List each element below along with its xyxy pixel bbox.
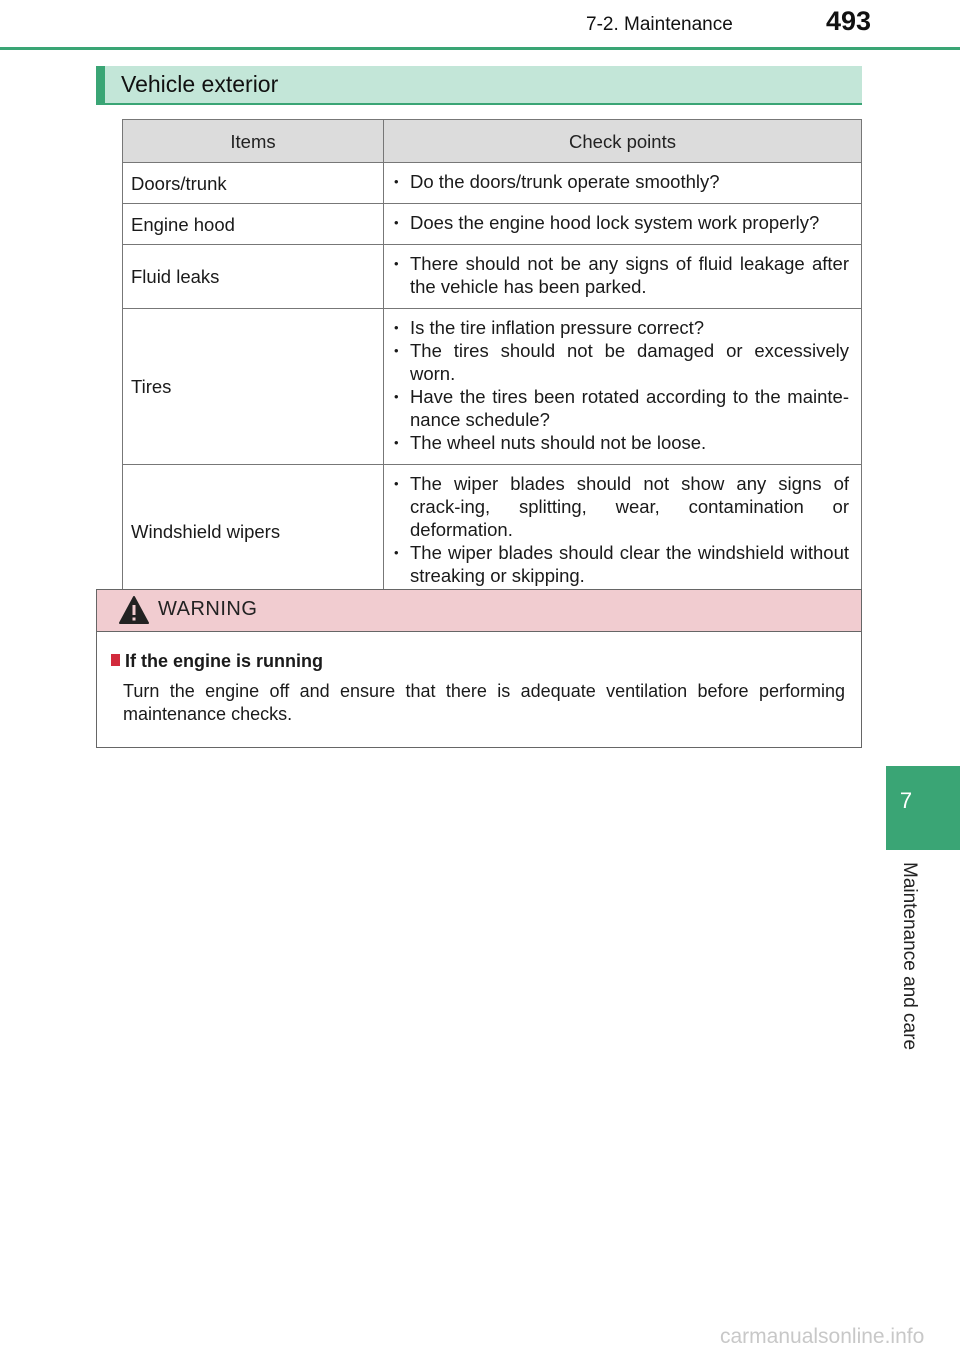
column-header-items: Items — [123, 120, 384, 163]
check-point: • Is the tire inflation pressure correct? — [394, 316, 849, 339]
table-row — [123, 204, 862, 245]
check-point: • The wiper blades should not show any signs of crack-ing, splitting, wear, contamination or deformation. — [394, 472, 849, 541]
watermark: carmanualsonline.info — [720, 1325, 925, 1348]
item-cell: Fluid leaks — [123, 245, 384, 309]
page-number: 493 — [826, 6, 872, 36]
check-point: • Do the doors/trunk operate smoothly? — [394, 170, 849, 193]
check-points-cell — [384, 465, 862, 598]
table-row — [123, 163, 862, 204]
square-bullet-icon — [111, 654, 120, 666]
warning-box — [96, 589, 862, 748]
warning-triangle-icon — [118, 595, 150, 625]
chapter-label: Maintenance and care — [899, 862, 920, 1051]
check-point: • Have the tires been rotated according to the mainte-nance schedule? — [394, 385, 849, 431]
table-row — [123, 465, 862, 598]
inspection-table — [122, 119, 862, 598]
item-cell: Windshield wipers — [123, 465, 384, 598]
section-heading-bar — [96, 66, 862, 105]
warning-text: Turn the engine off and ensure that there is adequate ventilation before performing maintenance checks. — [123, 681, 845, 724]
chapter-number: 7 — [899, 788, 913, 813]
item-cell: Engine hood — [123, 204, 384, 245]
check-point: • The wheel nuts should not be loose. — [394, 431, 849, 454]
warning-subheading-text: If the engine is running — [125, 651, 323, 671]
check-point: • There should not be any signs of fluid leakage after the vehicle has been parked. — [394, 252, 849, 298]
table-row — [123, 309, 862, 465]
warning-header — [97, 590, 861, 632]
check-point: • The wiper blades should clear the windshield without streaking or skipping. — [394, 541, 849, 587]
section-title: Vehicle exterior — [121, 71, 279, 97]
check-points-cell — [384, 245, 862, 309]
check-points-cell — [384, 204, 862, 245]
table-header-row — [123, 120, 862, 163]
check-points-cell — [384, 309, 862, 465]
chapter-tab — [886, 766, 960, 850]
warning-subheading — [111, 651, 323, 672]
column-header-check-points: Check points — [384, 120, 862, 163]
table-row — [123, 245, 862, 309]
header-section-title: 7-2. Maintenance — [586, 14, 733, 35]
check-points-cell — [384, 163, 862, 204]
check-point: • The tires should not be damaged or excessively worn. — [394, 339, 849, 385]
warning-label: WARNING — [158, 598, 258, 620]
item-cell: Doors/trunk — [123, 163, 384, 204]
item-cell: Tires — [123, 309, 384, 465]
check-point: • Does the engine hood lock system work properly? — [394, 211, 849, 234]
header-divider — [0, 47, 960, 50]
